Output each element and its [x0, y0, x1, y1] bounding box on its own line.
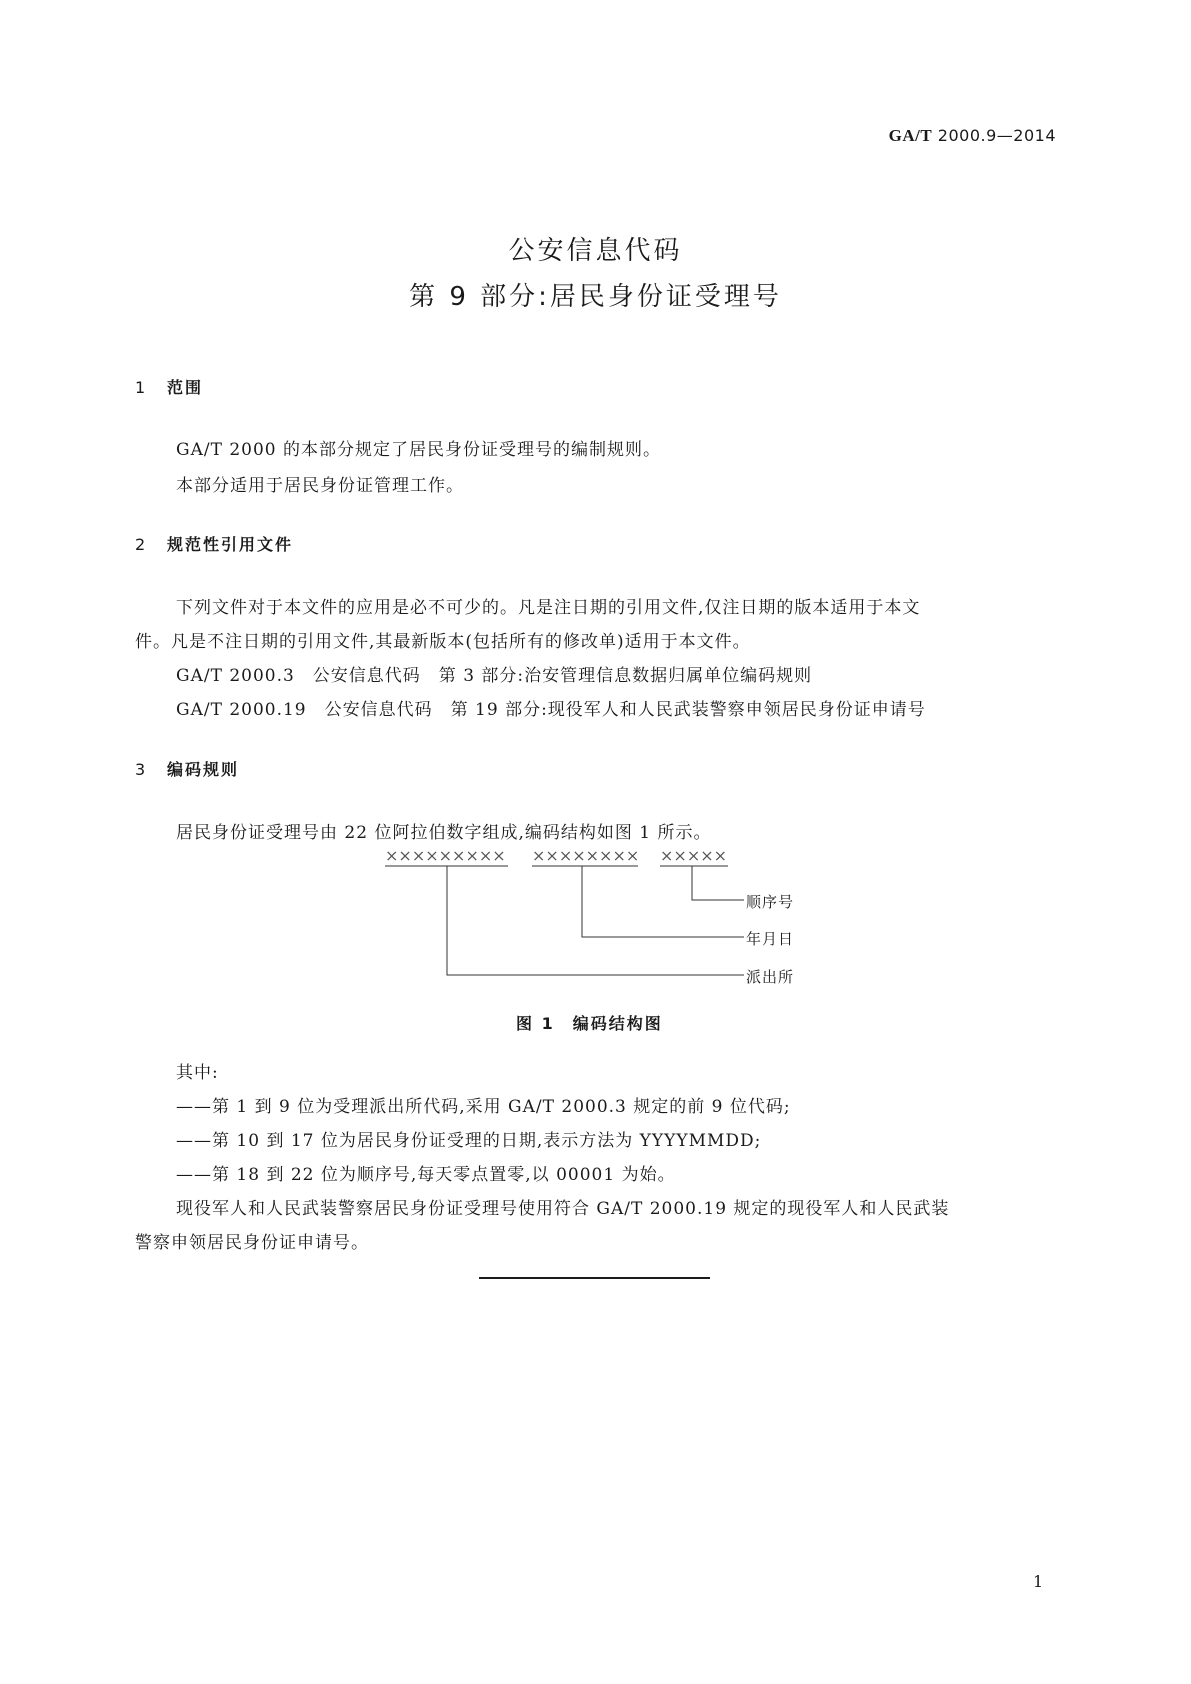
code-group-date: ×××××××× [532, 846, 640, 865]
page-number: 1 [1033, 1572, 1044, 1591]
standard-code-prefix: GA/T [888, 126, 933, 145]
bullet-item: ——第 10 到 17 位为居民身份证受理的日期,表示方法为 YYYYMMDD; [176, 1131, 762, 1151]
reference-item: GA/T 2000.3 公安信息代码 第 3 部分:治安管理信息数据归属单位编码规则 [176, 666, 813, 686]
coding-rules-intro: 居民身份证受理号由 22 位阿拉伯数字组成,编码结构如图 1 所示。 [176, 823, 712, 843]
section-title: 规范性引用文件 [167, 535, 294, 554]
bullet-item: ——第 18 到 22 位为顺序号,每天零点置零,以 00001 为始。 [176, 1165, 676, 1185]
section-number: 1 [135, 378, 146, 397]
section-title: 范围 [167, 378, 204, 397]
label-date: 年月日 [746, 930, 795, 948]
scope-paragraph-1: GA/T 2000 的本部分规定了居民身份证受理号的编制规则。 [176, 440, 661, 460]
figure-caption: 图 1 编码结构图 [516, 1014, 663, 1033]
code-group-station: ××××××××× [385, 846, 506, 865]
reference-item: GA/T 2000.19 公安信息代码 第 19 部分:现役军人和人民武装警察申领居民身份证申请号 [176, 700, 926, 720]
label-police-station: 派出所 [746, 968, 795, 986]
military-note-line2: 警察申领居民身份证申请号。 [135, 1233, 369, 1253]
section-number: 3 [135, 760, 146, 779]
where-label: 其中: [176, 1063, 219, 1083]
military-note-line1: 现役军人和人民武装警察居民身份证受理号使用符合 GA/T 2000.19 规定的现役军人和人民武装 [176, 1199, 950, 1219]
references-intro-line2: 件。凡是不注日期的引用文件,其最新版本(包括所有的修改单)适用于本文件。 [135, 632, 751, 652]
end-of-document-rule [479, 1277, 710, 1279]
section-number: 2 [135, 535, 146, 554]
section-title: 编码规则 [167, 760, 240, 779]
document-title-line2: 第 9 部分:居民身份证受理号 [409, 282, 782, 312]
standard-code-suffix: 2000.9—2014 [937, 126, 1056, 145]
document-title-line1: 公安信息代码 [508, 236, 683, 266]
code-group-sequence: ××××× [660, 846, 728, 865]
references-intro-line1: 下列文件对于本文件的应用是必不可少的。凡是注日期的引用文件,仅注日期的版本适用于本文 [176, 598, 921, 618]
scope-paragraph-2: 本部分适用于居民身份证管理工作。 [176, 476, 464, 496]
bullet-item: ——第 1 到 9 位为受理派出所代码,采用 GA/T 2000.3 规定的前 9 位代码; [176, 1097, 791, 1117]
label-sequence-number: 顺序号 [746, 893, 795, 911]
